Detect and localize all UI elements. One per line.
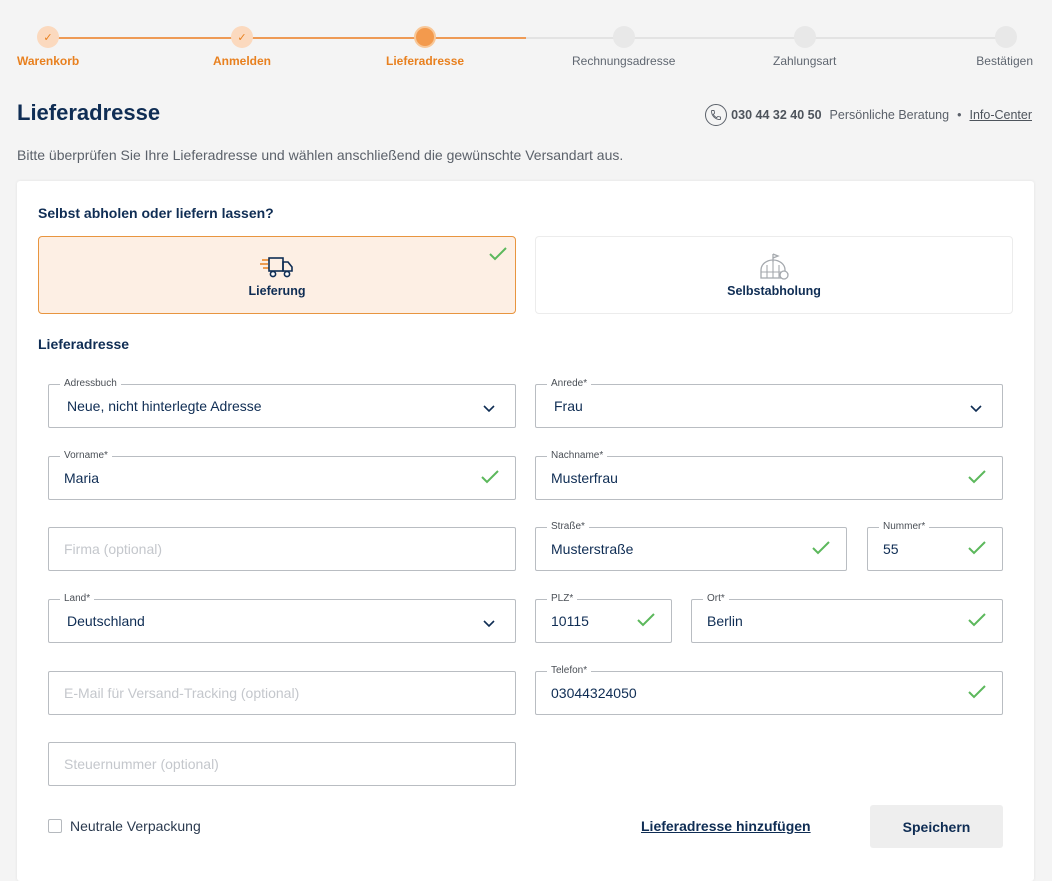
field-label: Vorname* — [60, 449, 112, 463]
email-field[interactable] — [48, 671, 516, 715]
checkbox-label: Neutrale Verpackung — [70, 818, 201, 834]
step-label: Bestätigen — [976, 54, 1033, 68]
step-label: Lieferadresse — [386, 54, 465, 68]
delivery-question: Selbst abholen oder liefern lassen? — [38, 205, 274, 221]
field-value: Frau — [554, 398, 583, 414]
field-label: Straße* — [547, 520, 589, 534]
check-icon — [968, 470, 986, 489]
field-value: Neue, nicht hinterlegte Adresse — [67, 398, 262, 414]
truck-icon — [260, 252, 294, 280]
step-zahlungsart — [773, 26, 836, 68]
check-icon: ✓ — [37, 26, 59, 48]
step-warenkorb[interactable] — [17, 26, 79, 68]
step-dot — [995, 26, 1017, 48]
add-address-link[interactable]: Lieferadresse hinzufügen — [641, 818, 811, 834]
phone-icon — [705, 104, 727, 126]
firstname-input[interactable] — [49, 457, 515, 499]
step-bestaetigen — [976, 26, 1033, 68]
field-label: Adressbuch — [60, 377, 121, 391]
chevron-down-icon — [970, 400, 982, 418]
check-icon — [812, 541, 830, 560]
firstname-field[interactable] — [48, 450, 516, 500]
zip-field[interactable] — [535, 593, 672, 643]
field-label: PLZ* — [547, 592, 577, 606]
country-select[interactable] — [48, 593, 516, 643]
company-input[interactable] — [49, 528, 515, 570]
intro-text: Bitte überprüfen Sie Ihre Lieferadresse und wählen anschließend die gewünschte Versandart aus. — [17, 147, 624, 163]
lastname-input[interactable] — [536, 457, 1002, 499]
street-field[interactable] — [535, 521, 847, 571]
info-center-link[interactable]: Info-Center — [969, 108, 1032, 122]
address-card — [17, 181, 1034, 881]
address-section-title: Lieferadresse — [38, 336, 130, 352]
check-icon — [637, 613, 655, 632]
step-rechnungsadresse — [572, 26, 675, 68]
step-dot — [794, 26, 816, 48]
step-dot — [613, 26, 635, 48]
step-label: Zahlungsart — [773, 54, 837, 68]
step-label: Warenkorb — [17, 54, 80, 68]
check-icon — [481, 470, 499, 489]
separator: • — [957, 108, 962, 122]
field-label: Nachname* — [547, 449, 607, 463]
phone-number[interactable]: 030 44 32 40 50 — [731, 108, 822, 122]
field-label: Anrede* — [547, 377, 591, 391]
number-field[interactable] — [867, 521, 1003, 571]
check-icon — [968, 541, 986, 560]
city-input[interactable] — [692, 600, 1002, 642]
option-delivery-label: Lieferung — [248, 284, 306, 298]
check-icon — [968, 613, 986, 632]
consult-label: Persönliche Beratung — [829, 108, 950, 122]
field-label: Nummer* — [879, 520, 929, 534]
check-icon: ✓ — [231, 26, 253, 48]
page-title: Lieferadresse — [17, 100, 161, 125]
salutation-select[interactable] — [535, 378, 1003, 428]
city-field[interactable] — [691, 593, 1003, 643]
street-input[interactable] — [536, 528, 846, 570]
option-delivery[interactable] — [38, 236, 516, 314]
field-label: Ort* — [703, 592, 729, 606]
neutral-packaging-checkbox[interactable] — [48, 818, 201, 834]
contact-info — [705, 104, 1032, 126]
step-lieferadresse — [386, 26, 464, 68]
email-input[interactable] — [49, 672, 515, 714]
tax-number-input[interactable] — [49, 743, 515, 785]
tax-number-field[interactable] — [48, 742, 516, 786]
store-icon — [757, 252, 791, 280]
selected-check-icon — [489, 247, 507, 266]
lastname-field[interactable] — [535, 450, 1003, 500]
step-anmelden[interactable] — [213, 26, 271, 68]
active-step-dot — [414, 26, 436, 48]
save-button[interactable]: Speichern — [870, 805, 1003, 848]
addressbook-select[interactable] — [48, 378, 516, 428]
phone-field[interactable] — [535, 665, 1003, 715]
option-pickup-label: Selbstabholung — [727, 284, 821, 298]
field-label: Land* — [60, 592, 94, 606]
step-label: Rechnungsadresse — [572, 54, 676, 68]
checkout-stepper — [17, 26, 1033, 70]
field-value: Deutschland — [67, 613, 145, 629]
check-icon — [968, 685, 986, 704]
option-pickup[interactable] — [535, 236, 1013, 314]
checkbox[interactable] — [48, 819, 62, 833]
company-field[interactable] — [48, 527, 516, 571]
chevron-down-icon — [483, 615, 495, 633]
step-label: Anmelden — [213, 54, 272, 68]
chevron-down-icon — [483, 400, 495, 418]
field-label: Telefon* — [547, 664, 591, 678]
phone-input[interactable] — [536, 672, 1002, 714]
